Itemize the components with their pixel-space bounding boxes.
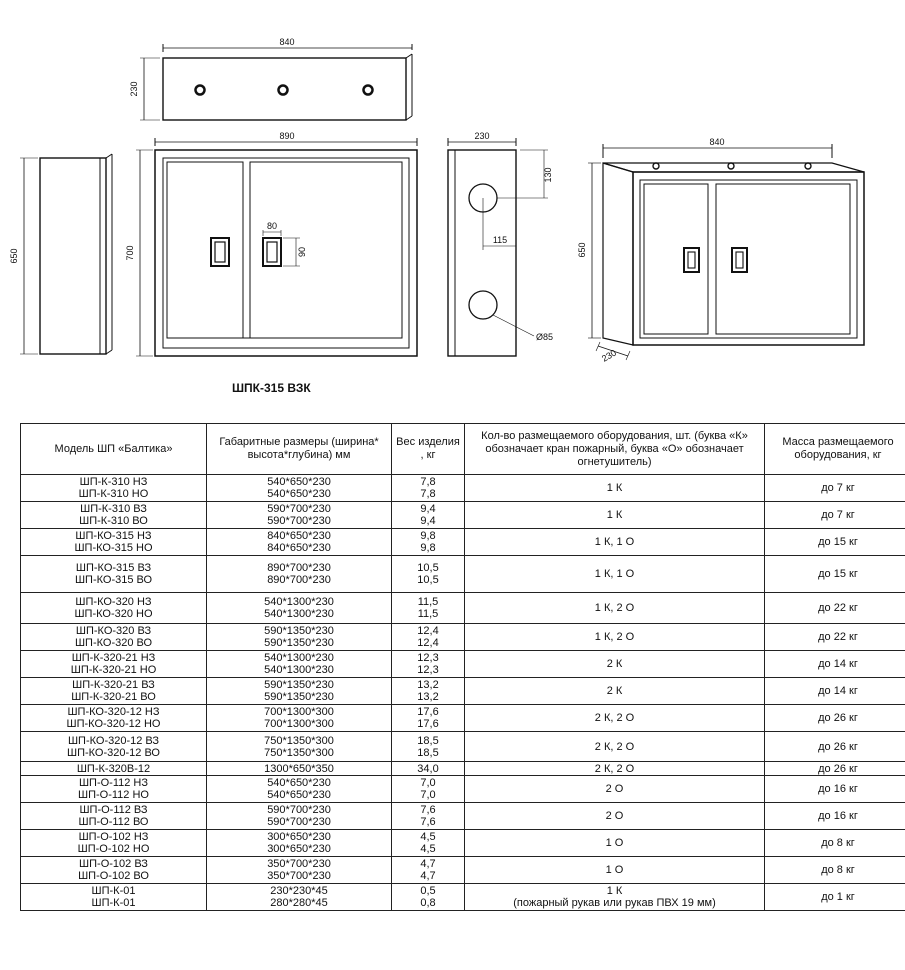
mass-cell: до 26 кг [765,762,905,776]
left-height-dim: 650 [9,248,19,264]
equipment-cell: 2 К [465,678,765,705]
dimensions-cell: 590*700*230 590*700*230 [207,502,392,529]
weight-cell: 17,6 17,6 [392,705,465,732]
model-cell: ШП-О-102 ВЗ ШП-О-102 ВО [21,857,207,884]
spec-table [20,423,905,911]
table-row [21,857,905,884]
weight-cell: 34,0 [392,762,465,776]
mass-cell: до 16 кг [765,776,905,803]
weight-cell: 7,8 7,8 [392,475,465,502]
model-cell: ШП-О-112 ВЗ ШП-О-112 ВО [21,803,207,830]
model-cell: ШП-КО-320 НЗ ШП-КО-320 НО [21,593,207,624]
table-row [21,475,905,502]
top-depth-dim: 230 [129,81,139,97]
weight-cell: 4,5 4,5 [392,830,465,857]
weight-cell: 9,8 9,8 [392,529,465,556]
dimensions-cell: 590*700*230 590*700*230 [207,803,392,830]
equipment-cell: 1 К, 1 О [465,529,765,556]
mass-cell: до 7 кг [765,475,905,502]
weight-cell: 7,6 7,6 [392,803,465,830]
header-mass: Масса размещаемого оборудования, кг [765,424,905,475]
model-cell: ШП-КО-320 ВЗ ШП-КО-320 ВО [21,624,207,651]
weight-cell: 12,3 12,3 [392,651,465,678]
equipment-cell: 2 О [465,803,765,830]
equipment-cell: 1 К [465,475,765,502]
dimensions-cell: 840*650*230 840*650*230 [207,529,392,556]
mass-cell: до 8 кг [765,857,905,884]
equipment-cell: 1 К [465,502,765,529]
table-row [21,593,905,624]
mass-cell: до 16 кг [765,803,905,830]
iso-depth-dim: 230 [600,347,619,364]
model-cell: ШП-КО-315 НЗ ШП-КО-315 НО [21,529,207,556]
weight-cell: 18,5 18,5 [392,732,465,762]
equipment-cell: 2 К, 2 О [465,762,765,776]
weight-cell: 11,5 11,5 [392,593,465,624]
weight-cell: 10,5 10,5 [392,556,465,593]
left-side-view [9,154,112,354]
equipment-cell: 1 К, 2 О [465,624,765,651]
model-cell: ШП-КО-315 ВЗ ШП-КО-315 ВО [21,556,207,593]
dimensions-cell: 540*650*230 540*650*230 [207,776,392,803]
dimensions-cell: 590*1350*230 590*1350*230 [207,624,392,651]
equipment-cell: 2 К [465,651,765,678]
table-row [21,830,905,857]
table-row [21,678,905,705]
model-cell: ШП-К-320-21 НЗ ШП-К-320-21 НО [21,651,207,678]
table-row [21,529,905,556]
weight-cell: 0,5 0,8 [392,884,465,911]
dimensions-cell: 750*1350*300 750*1350*300 [207,732,392,762]
table-row [21,884,905,911]
dimensions-cell: 350*700*230 350*700*230 [207,857,392,884]
dimensions-cell: 300*650*230 300*650*230 [207,830,392,857]
header-weight: Вес изделия , кг [392,424,465,475]
equipment-cell: 1 К, 1 О [465,556,765,593]
hole-diameter-dim: Ø85 [536,332,554,342]
model-cell: ШП-К-320-21 ВЗ ШП-К-320-21 ВО [21,678,207,705]
equipment-cell: 1 К (пожарный рукав или рукав ПВХ 19 мм) [465,884,765,911]
drawing-title: ШПК-315 ВЗК [232,381,311,395]
model-cell: ШП-КО-320-12 НЗ ШП-КО-320-12 НО [21,705,207,732]
mass-cell: до 14 кг [765,651,905,678]
mass-cell: до 26 кг [765,705,905,732]
top-width-dim: 840 [279,37,295,47]
iso-height-dim: 650 [577,242,587,258]
equipment-cell: 2 О [465,776,765,803]
model-cell: ШП-О-102 НЗ ШП-О-102 НО [21,830,207,857]
front-height-dim: 700 [125,245,135,261]
table-row [21,556,905,593]
table-row [21,762,905,776]
table-row [21,651,905,678]
mass-cell: до 26 кг [765,732,905,762]
table-header-row [21,424,905,475]
equipment-cell: 1 К, 2 О [465,593,765,624]
mass-cell: до 1 кг [765,884,905,911]
side-depth-dim: 230 [474,131,490,141]
mass-cell: до 22 кг [765,624,905,651]
header-model: Модель ШП «Балтика» [21,424,207,475]
weight-cell: 4,7 4,7 [392,857,465,884]
table-row [21,624,905,651]
side-hole-x-dim: 115 [492,235,508,245]
dimensions-cell: 540*1300*230 540*1300*230 [207,651,392,678]
table-row [21,502,905,529]
dimensions-cell: 700*1300*300 700*1300*300 [207,705,392,732]
dimensions-cell: 590*1350*230 590*1350*230 [207,678,392,705]
weight-cell: 7,0 7,0 [392,776,465,803]
model-cell: ШП-К-310 ВЗ ШП-К-310 ВО [21,502,207,529]
table-row [21,776,905,803]
equipment-cell: 1 О [465,830,765,857]
front-view [125,131,417,395]
weight-cell: 12,4 12,4 [392,624,465,651]
model-cell: ШП-К-01 ШП-К-01 [21,884,207,911]
model-cell: ШП-КО-320-12 ВЗ ШП-КО-320-12 ВО [21,732,207,762]
mass-cell: до 7 кг [765,502,905,529]
equipment-cell: 1 О [465,857,765,884]
handle-height-dim: 90 [297,246,307,258]
equipment-cell: 2 К, 2 О [465,705,765,732]
top-view [129,37,412,120]
dimensions-cell: 230*230*45 280*280*45 [207,884,392,911]
dimensions-cell: 1300*650*350 [207,762,392,776]
mass-cell: до 15 кг [765,529,905,556]
mass-cell: до 22 кг [765,593,905,624]
mass-cell: до 8 кг [765,830,905,857]
mass-cell: до 14 кг [765,678,905,705]
side-view [448,131,553,356]
equipment-cell: 2 К, 2 О [465,732,765,762]
table-row [21,803,905,830]
weight-cell: 9,4 9,4 [392,502,465,529]
side-hole-offset-dim: 130 [543,167,553,183]
table-row [21,705,905,732]
dimensions-cell: 540*1300*230 540*1300*230 [207,593,392,624]
dimensions-cell: 540*650*230 540*650*230 [207,475,392,502]
technical-drawing [0,0,905,420]
weight-cell: 13,2 13,2 [392,678,465,705]
model-cell: ШП-К-310 НЗ ШП-К-310 НО [21,475,207,502]
header-dimensions: Габаритные размеры (ширина* высота*глубина) мм [207,424,392,475]
dimensions-cell: 890*700*230 890*700*230 [207,556,392,593]
header-equipment: Кол-во размещаемого оборудования, шт. (буква «К» обозначает кран пожарный, буква «О» обозначает огнетушитель) [465,424,765,475]
iso-width-dim: 840 [709,137,725,147]
table-body [21,475,905,911]
handle-width-dim: 80 [266,221,278,231]
isometric-view [577,137,864,364]
mass-cell: до 15 кг [765,556,905,593]
front-width-dim: 890 [279,131,295,141]
table-row [21,732,905,762]
model-cell: ШП-О-112 НЗ ШП-О-112 НО [21,776,207,803]
model-cell: ШП-К-320В-12 [21,762,207,776]
